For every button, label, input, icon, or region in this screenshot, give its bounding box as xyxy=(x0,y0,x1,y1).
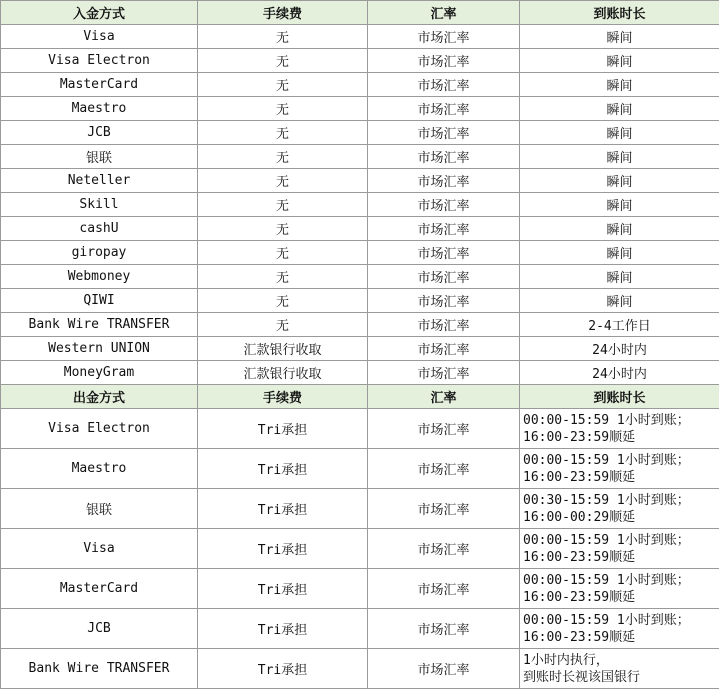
withdrawal-row xyxy=(1,449,719,489)
withdrawal-row xyxy=(1,569,719,609)
deposit-rate-cell: 市场汇率 xyxy=(368,265,520,289)
withdrawal-time-line-1: 00:00-15:59 1小时到账； xyxy=(523,452,690,468)
table-body xyxy=(1,1,719,689)
withdrawal-time-line-1: 00:00-15:59 1小时到账； xyxy=(523,612,690,628)
deposit-row xyxy=(1,25,719,49)
deposit-method-cell: Bank Wire TRANSFER xyxy=(1,313,198,337)
withdrawal-time-cell xyxy=(520,529,719,569)
withdrawal-time-cell xyxy=(520,649,719,689)
deposit-time-cell: 瞬间 xyxy=(520,97,719,121)
withdrawal-fee-cell: Tri承担 xyxy=(198,449,368,489)
withdrawal-rate-cell: 市场汇率 xyxy=(368,609,520,649)
deposit-row xyxy=(1,337,719,361)
withdrawal-row xyxy=(1,609,719,649)
withdrawal-method-cell: JCB xyxy=(1,609,198,649)
withdrawal-method-cell: 银联 xyxy=(1,489,198,529)
withdrawal-time-line-2: 16:00-23:59顺延 xyxy=(523,429,636,445)
deposit-method-cell: Western UNION xyxy=(1,337,198,361)
deposit-row xyxy=(1,241,719,265)
withdrawal-method-cell: MasterCard xyxy=(1,569,198,609)
withdrawal-rate-cell: 市场汇率 xyxy=(368,649,520,689)
deposit-method-cell: MoneyGram xyxy=(1,361,198,385)
deposit-fee-cell: 汇款银行收取 xyxy=(198,361,368,385)
deposit-fee-cell: 无 xyxy=(198,265,368,289)
deposit-row xyxy=(1,217,719,241)
deposit-time-cell: 瞬间 xyxy=(520,25,719,49)
deposit-row xyxy=(1,193,719,217)
deposit-row xyxy=(1,169,719,193)
withdrawal-rate-cell: 市场汇率 xyxy=(368,449,520,489)
deposit-fee-cell: 无 xyxy=(198,193,368,217)
withdrawal-row xyxy=(1,489,719,529)
deposit-time-cell: 2-4工作日 xyxy=(520,313,719,337)
withdrawal-method-header: 出金方式 xyxy=(1,385,198,409)
deposit-fee-cell: 无 xyxy=(198,145,368,169)
deposit-rate-cell: 市场汇率 xyxy=(368,313,520,337)
deposit-rate-cell: 市场汇率 xyxy=(368,169,520,193)
withdrawal-row xyxy=(1,649,719,689)
deposit-rate-cell: 市场汇率 xyxy=(368,361,520,385)
withdrawal-header-row xyxy=(1,385,719,409)
deposit-row xyxy=(1,145,719,169)
deposit-method-cell: MasterCard xyxy=(1,73,198,97)
withdrawal-row xyxy=(1,409,719,449)
deposit-rate-cell: 市场汇率 xyxy=(368,337,520,361)
deposit-row xyxy=(1,289,719,313)
withdrawal-rate-header: 汇率 xyxy=(368,385,520,409)
deposit-time-cell: 瞬间 xyxy=(520,145,719,169)
deposit-row xyxy=(1,313,719,337)
deposit-time-cell: 瞬间 xyxy=(520,169,719,193)
deposit-rate-cell: 市场汇率 xyxy=(368,25,520,49)
deposit-rate-cell: 市场汇率 xyxy=(368,121,520,145)
withdrawal-time-line-1: 00:00-15:59 1小时到账； xyxy=(523,412,690,428)
deposit-fee-cell: 无 xyxy=(198,25,368,49)
deposit-row xyxy=(1,97,719,121)
deposit-time-cell: 瞬间 xyxy=(520,289,719,313)
deposit-fee-cell: 无 xyxy=(198,241,368,265)
deposit-row xyxy=(1,49,719,73)
deposit-row xyxy=(1,121,719,145)
deposit-method-header: 入金方式 xyxy=(1,1,198,25)
withdrawal-time-line-2: 16:00-23:59顺延 xyxy=(523,469,636,485)
withdrawal-method-cell: Maestro xyxy=(1,449,198,489)
deposit-time-cell: 瞬间 xyxy=(520,49,719,73)
deposit-method-cell: cashU xyxy=(1,217,198,241)
deposit-rate-cell: 市场汇率 xyxy=(368,73,520,97)
withdrawal-time-cell xyxy=(520,449,719,489)
deposit-time-cell: 瞬间 xyxy=(520,265,719,289)
withdrawal-time-line-2: 16:00-23:59顺延 xyxy=(523,589,636,605)
withdrawal-time-line-2: 到账时长视该国银行 xyxy=(523,669,641,685)
deposit-method-cell: 银联 xyxy=(1,145,198,169)
withdrawal-fee-cell: Tri承担 xyxy=(198,489,368,529)
deposit-method-cell: Webmoney xyxy=(1,265,198,289)
deposit-time-header: 到账时长 xyxy=(520,1,719,25)
deposit-method-cell: Neteller xyxy=(1,169,198,193)
withdrawal-rate-cell: 市场汇率 xyxy=(368,489,520,529)
deposit-time-cell: 瞬间 xyxy=(520,241,719,265)
deposit-fee-header: 手续费 xyxy=(198,1,368,25)
deposit-header-row xyxy=(1,1,719,25)
withdrawal-rate-cell: 市场汇率 xyxy=(368,529,520,569)
deposit-time-cell: 瞬间 xyxy=(520,193,719,217)
deposit-rate-cell: 市场汇率 xyxy=(368,145,520,169)
deposit-method-cell: giropay xyxy=(1,241,198,265)
deposit-method-cell: JCB xyxy=(1,121,198,145)
withdrawal-time-line-1: 1小时内执行， xyxy=(523,652,609,668)
withdrawal-rate-cell: 市场汇率 xyxy=(368,569,520,609)
deposit-method-cell: Visa Electron xyxy=(1,49,198,73)
withdrawal-time-line-1: 00:00-15:59 1小时到账； xyxy=(523,532,690,548)
withdrawal-time-cell xyxy=(520,609,719,649)
deposit-row xyxy=(1,73,719,97)
withdrawal-time-line-2: 16:00-23:59顺延 xyxy=(523,629,636,645)
withdrawal-fee-cell: Tri承担 xyxy=(198,529,368,569)
deposit-time-cell: 瞬间 xyxy=(520,73,719,97)
withdrawal-time-line-2: 16:00-23:59顺延 xyxy=(523,549,636,565)
withdrawal-fee-cell: Tri承担 xyxy=(198,649,368,689)
withdrawal-fee-cell: Tri承担 xyxy=(198,409,368,449)
deposit-fee-cell: 无 xyxy=(198,49,368,73)
withdrawal-method-cell: Visa xyxy=(1,529,198,569)
deposit-fee-cell: 汇款银行收取 xyxy=(198,337,368,361)
withdrawal-method-cell: Bank Wire TRANSFER xyxy=(1,649,198,689)
deposit-method-cell: Skill xyxy=(1,193,198,217)
deposit-rate-cell: 市场汇率 xyxy=(368,97,520,121)
deposit-fee-cell: 无 xyxy=(198,73,368,97)
deposit-rate-cell: 市场汇率 xyxy=(368,217,520,241)
deposit-rate-cell: 市场汇率 xyxy=(368,241,520,265)
deposit-rate-cell: 市场汇率 xyxy=(368,193,520,217)
withdrawal-time-cell xyxy=(520,489,719,529)
deposit-fee-cell: 无 xyxy=(198,289,368,313)
deposit-fee-cell: 无 xyxy=(198,121,368,145)
deposit-time-cell: 瞬间 xyxy=(520,217,719,241)
deposit-fee-cell: 无 xyxy=(198,313,368,337)
deposit-method-cell: Maestro xyxy=(1,97,198,121)
withdrawal-rate-cell: 市场汇率 xyxy=(368,409,520,449)
deposit-row xyxy=(1,265,719,289)
withdrawal-time-line-2: 16:00-00:29顺延 xyxy=(523,509,636,525)
withdrawal-time-line-1: 00:00-15:59 1小时到账； xyxy=(523,572,690,588)
withdrawal-time-cell xyxy=(520,569,719,609)
withdrawal-fee-header: 手续费 xyxy=(198,385,368,409)
deposit-rate-cell: 市场汇率 xyxy=(368,289,520,313)
deposit-fee-cell: 无 xyxy=(198,97,368,121)
deposit-time-cell: 24小时内 xyxy=(520,337,719,361)
deposit-method-cell: QIWI xyxy=(1,289,198,313)
deposit-time-cell: 瞬间 xyxy=(520,121,719,145)
deposit-method-cell: Visa xyxy=(1,25,198,49)
withdrawal-time-cell xyxy=(520,409,719,449)
withdrawal-time-line-1: 00:30-15:59 1小时到账； xyxy=(523,492,690,508)
deposit-fee-cell: 无 xyxy=(198,217,368,241)
deposit-time-cell: 24小时内 xyxy=(520,361,719,385)
withdrawal-row xyxy=(1,529,719,569)
withdrawal-fee-cell: Tri承担 xyxy=(198,569,368,609)
withdrawal-method-cell: Visa Electron xyxy=(1,409,198,449)
withdrawal-fee-cell: Tri承担 xyxy=(198,609,368,649)
deposit-rate-cell: 市场汇率 xyxy=(368,49,520,73)
deposit-row xyxy=(1,361,719,385)
deposit-fee-cell: 无 xyxy=(198,169,368,193)
deposit-rate-header: 汇率 xyxy=(368,1,520,25)
withdrawal-time-header: 到账时长 xyxy=(520,385,719,409)
